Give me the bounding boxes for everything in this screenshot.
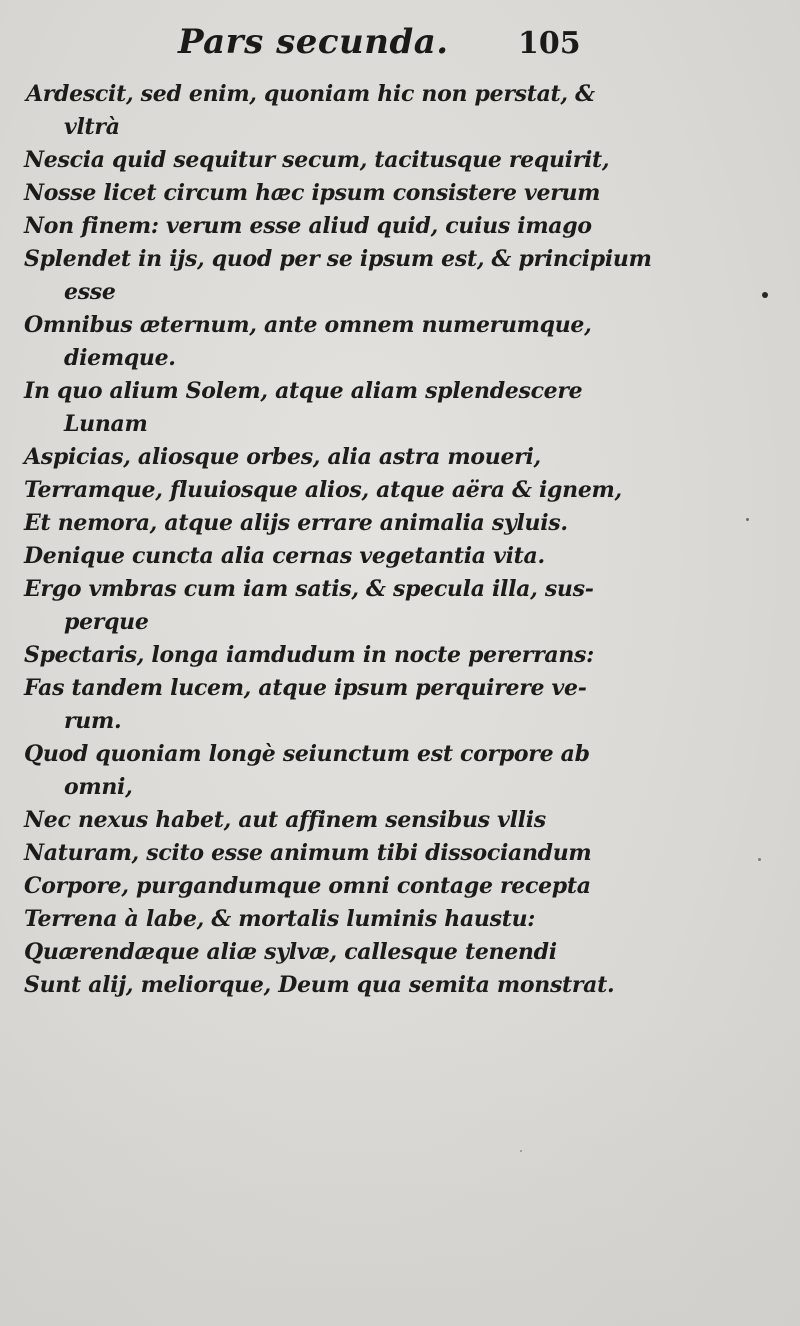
verse-line: Corpore, purgandumque omni contage recepta [24, 873, 591, 899]
verse-line: Quod quoniam longè seiunctum est corpore ab [24, 741, 590, 767]
verse-line: In quo alium Solem, atque aliam splendescere [24, 378, 583, 404]
verse-line: Omnibus æternum, ante omnem numerumque, [24, 312, 592, 338]
verse-line: Splendet in ijs, quod per se ipsum est, & principium [24, 246, 652, 272]
verse-line-continuation: rum. [64, 708, 122, 734]
verse-line: Naturam, scito esse animum tibi dissociandum [24, 840, 592, 866]
verse-line: Non finem: verum esse aliud quid, cuius imago [24, 213, 592, 239]
verse-line-continuation: omni, [64, 774, 133, 800]
running-head: Pars secunda. [178, 22, 449, 62]
verse-line: Sunt alij, meliorque, Deum qua semita monstrat. [24, 972, 615, 998]
verse-line: Ergo vmbras cum iam satis, & specula illa, sus- [24, 576, 594, 602]
verse-line-continuation: Lunam [64, 411, 148, 437]
verse-line: Nosse licet circum hæc ipsum consistere verum [24, 180, 601, 206]
verse-line: Fas tandem lucem, atque ipsum perquirere ve- [24, 675, 587, 701]
verse-line: Terramque, fluuiosque alios, atque aëra & ignem, [24, 477, 622, 503]
verse-line-continuation: vltrà [64, 114, 120, 140]
verse-block [0, 78, 800, 1002]
page-shadow [0, 1020, 800, 1326]
verse-line: Denique cuncta alia cernas vegetantia vita. [24, 543, 545, 569]
ink-speck [758, 858, 761, 861]
verse-line-continuation: esse [64, 279, 116, 305]
verse-line-continuation: perque [64, 609, 149, 635]
page-number: 105 [518, 26, 581, 61]
verse-line: Nec nexus habet, aut affinem sensibus vllis [24, 807, 546, 833]
verse-line: Ardescit, sed enim, quoniam hic non perstat, & [26, 81, 595, 107]
verse-line: Et nemora, atque alijs errare animalia syluis. [24, 510, 568, 536]
ink-speck [762, 292, 768, 298]
page-header [0, 18, 800, 66]
verse-line-continuation: diemque. [64, 345, 176, 371]
ink-speck [746, 518, 749, 521]
verse-line: Terrena à labe, & mortalis luminis haustu: [24, 906, 536, 932]
verse-line: Aspicias, aliosque orbes, alia astra moueri, [24, 444, 541, 470]
verse-line: Spectaris, longa iamdudum in nocte pererrans: [24, 642, 594, 668]
verse-line: Quærendæque aliæ sylvæ, callesque tenendi [24, 939, 557, 965]
verse-line: Nescia quid sequitur secum, tacitusque requirit, [24, 147, 610, 173]
